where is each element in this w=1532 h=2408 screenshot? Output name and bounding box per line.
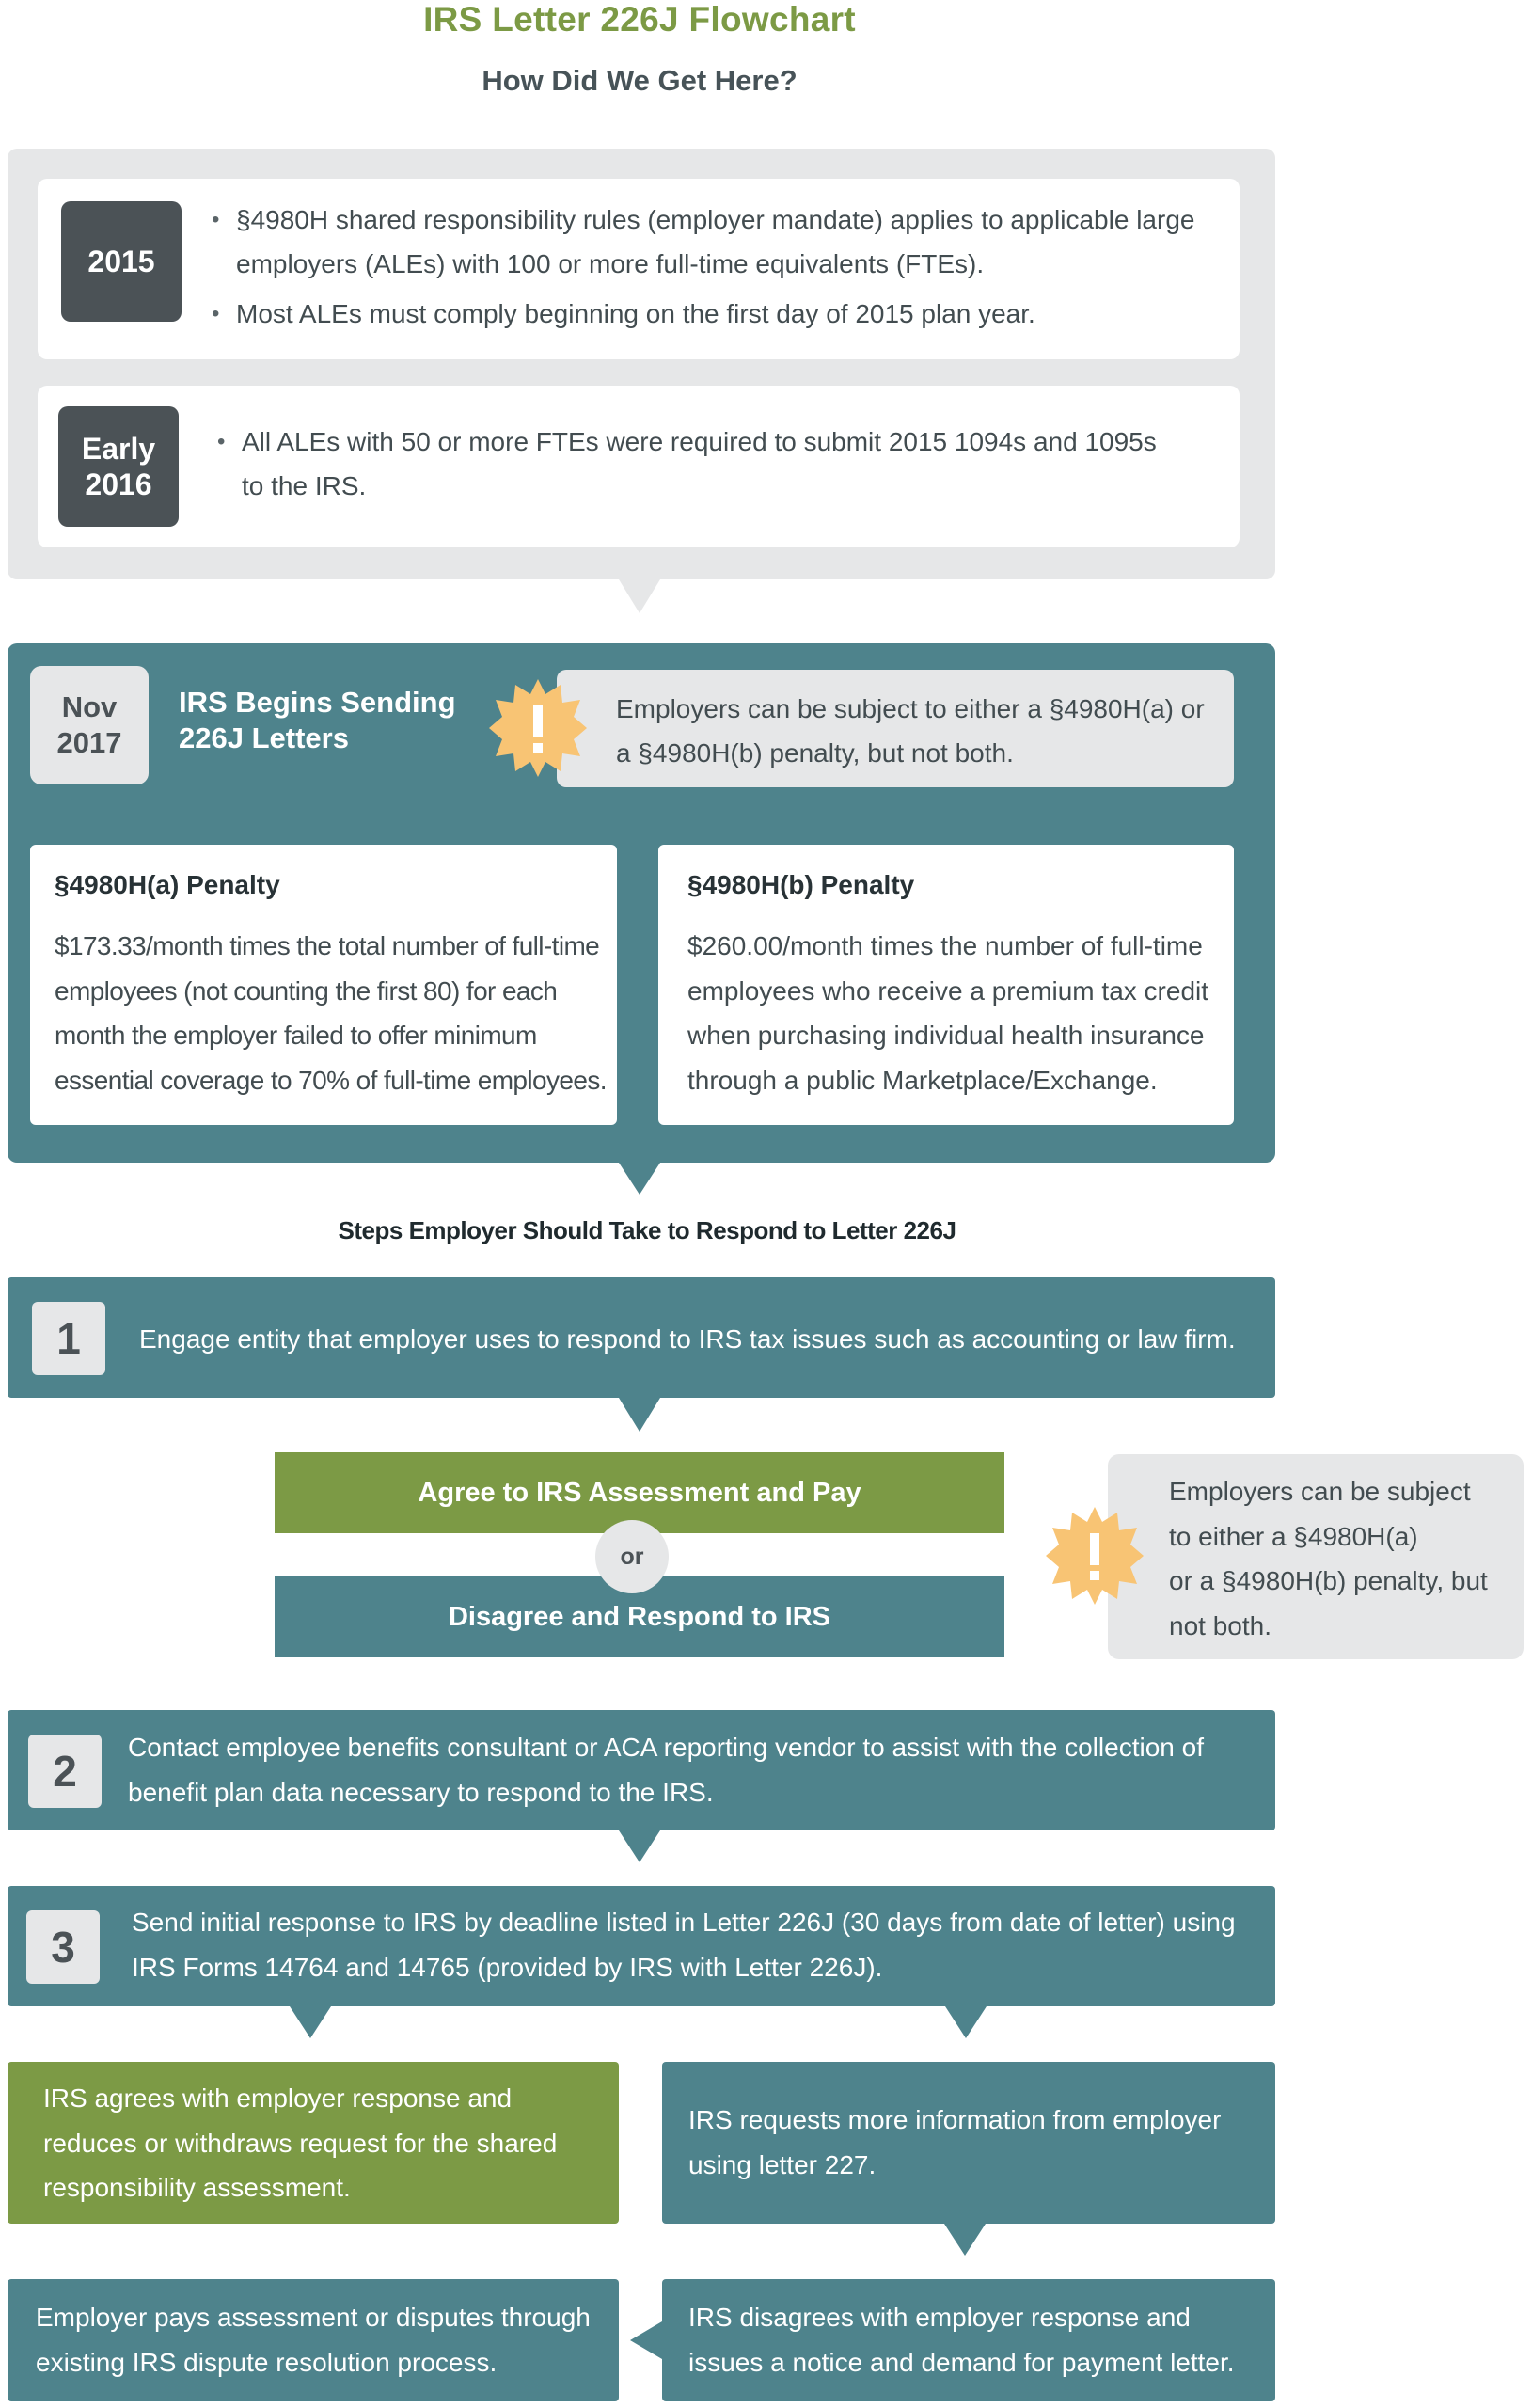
penalty-a-text: $173.33/month times the total number of full-time employees (not counting the first 80) for each month the employer failed to offer minimum essential coverage to 70% of full-time employees. xyxy=(55,931,607,1095)
year-label-line2: 2016 xyxy=(85,467,152,501)
note-line: Employers can be subject xyxy=(1169,1477,1471,1506)
history-bullets-2016 xyxy=(217,420,1177,508)
letters-heading-line1: IRS Begins Sending xyxy=(179,686,456,719)
date-badge-nov-2017 xyxy=(30,666,149,784)
flow-arrow xyxy=(619,1163,660,1195)
agree-option: Agree to IRS Assessment and Pay xyxy=(275,1452,1004,1533)
outcome-requests-text: IRS requests more information from employer using letter 227. xyxy=(688,2105,1222,2179)
bullet-item: • Most ALEs must comply beginning on the first day of 2015 plan year. xyxy=(212,292,1223,336)
history-bullets-2015 xyxy=(212,198,1223,336)
year-label: 2015 xyxy=(87,245,155,278)
step-text: Contact employee benefits consultant or ACA reporting vendor to assist with the collection of benefit plan data necessary to respond to the IRS. xyxy=(128,1733,1204,1807)
bullet-item: • §4980H shared responsibility rules (employer mandate) applies to applicable large employers (ALEs) with 100 or more full-time equivalents (FTEs). xyxy=(212,198,1223,286)
flow-arrow xyxy=(944,2224,986,2256)
letters-heading xyxy=(179,685,480,756)
bullet-item: • All ALEs with 50 or more FTEs were required to submit 2015 1094s and 1095s to the IRS. xyxy=(217,420,1177,508)
disagree-option: Disagree and Respond to IRS xyxy=(275,1576,1004,1657)
year-badge-early-2016 xyxy=(58,406,179,527)
exclamation-burst-icon xyxy=(1044,1505,1145,1607)
flow-arrow xyxy=(619,1830,660,1862)
choice-note-text xyxy=(1169,1469,1519,1648)
date-line1: Nov xyxy=(61,690,118,723)
step-text: Send initial response to IRS by deadline listed in Letter 226J (30 days from date of letter) using IRS Forms 14764 and 14765 (provided by IRS with Letter 226J). xyxy=(132,1908,1236,1982)
step-text: Engage entity that employer uses to respond to IRS tax issues such as accounting or law firm. xyxy=(139,1324,1236,1354)
date-line2: 2017 xyxy=(56,726,122,759)
year-badge-2015 xyxy=(61,201,182,322)
page-title: IRS Letter 226J Flowchart xyxy=(423,0,856,39)
flow-arrow xyxy=(619,1398,660,1432)
note-line: not both. xyxy=(1169,1610,1271,1640)
step-number: 1 xyxy=(32,1302,105,1375)
year-label-line1: Early xyxy=(81,432,156,466)
step-number: 3 xyxy=(26,1910,100,1984)
flow-arrow-left xyxy=(630,2321,662,2359)
penalty-b-text: $260.00/month times the number of full-time employees who receive a premium tax credit when purchasing individual health insurance through a public Marketplace/Exchange. xyxy=(687,931,1209,1095)
flow-arrow xyxy=(619,579,660,613)
penalty-b-title: §4980H(b) Penalty xyxy=(687,870,915,899)
penalty-note-text: Employers can be subject to either a §4980H(a) or a §4980H(b) penalty, but not both. xyxy=(616,694,1205,768)
page-subtitle: How Did We Get Here? xyxy=(482,64,798,97)
flow-arrow xyxy=(290,2006,331,2038)
steps-title: Steps Employer Should Take to Respond to Letter 226J xyxy=(338,1216,956,1244)
flow-arrow xyxy=(945,2006,987,2038)
outcome-disagrees-text: IRS disagrees with employer response and issues a notice and demand for payment letter. xyxy=(688,2303,1235,2377)
note-line: to either a §4980H(a) xyxy=(1169,1521,1418,1551)
outcome-agrees-text: IRS agrees with employer response and reduces or withdraws request for the shared responsibility assessment. xyxy=(43,2083,558,2202)
penalty-a-title: §4980H(a) Penalty xyxy=(55,870,280,899)
letters-heading-line2: 226J Letters xyxy=(179,721,349,754)
note-line: or a §4980H(b) penalty, but xyxy=(1169,1566,1488,1595)
outcome-pays-text: Employer pays assessment or disputes through existing IRS dispute resolution process. xyxy=(36,2303,591,2377)
exclamation-burst-icon xyxy=(487,677,589,779)
or-divider: or xyxy=(595,1520,669,1593)
step-number: 2 xyxy=(28,1735,102,1808)
